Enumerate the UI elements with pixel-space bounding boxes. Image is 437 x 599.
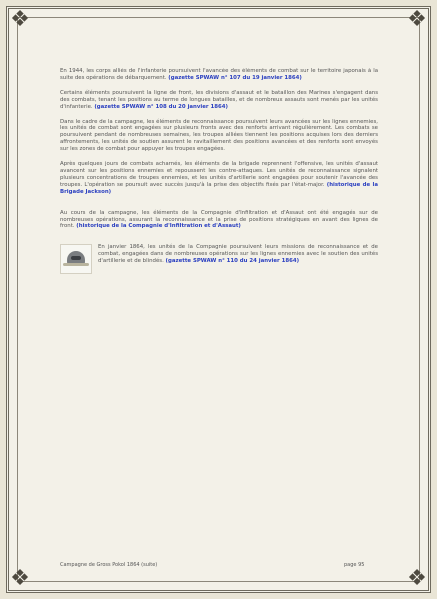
corner-ornament-icon: ❖ (407, 7, 427, 32)
footer-title: Campagne de Gross Pokol 1864 (suite) (60, 562, 158, 568)
illustrated-paragraph (60, 244, 378, 274)
paragraph-4: Après quelques jours de combats acharnés, les éléments de la brigade reprennent l'offensive, les unités d'assaut avancent sur les positions ennemies et repoussent les contre-attaques. Les unités de reconnaissance signalent plusieurs concentrations de troupes ennemies, et les unités d'artillerie sont engagées pour soutenir l'avancée des troupes. L'opération se poursuit avec succès jusqu'à la prise des objectifs fixés par l'état-major. (historique de la Brigade Jackson) (60, 161, 378, 195)
corner-ornament-icon: ❖ (10, 7, 30, 32)
soldier-helmet-icon (60, 244, 92, 274)
paragraph-1: En 1944, les corps alliés de l'infanterie poursuivent l'avancée des éléments de combat sur le territoire japonais à la suite des opérations de débarquement. (gazette SPWAW n° 107 du 19 janvier 1864) (60, 68, 378, 81)
corner-ornament-icon: ❖ (407, 566, 427, 591)
reference-link[interactable]: (gazette SPWAW n° 108 du 20 janvier 1864) (94, 103, 228, 110)
paragraph-2: Certains éléments poursuivent la ligne de front, les divisions d'assaut et le bataillon des Marines s'engagent dans des combats, tenant les positions au terme de longues batailles, et de nombreux assauts sont menés par les unités d'infanterie. (gazette SPWAW n° 108 du 20 janvier 1864) (60, 89, 378, 110)
document-body (60, 68, 378, 528)
paragraph-3: Dans le cadre de la campagne, les éléments de reconnaissance poursuivent leurs avancées sur les lignes ennemies, les unités de combat sont engagées sur plusieurs fronts avec des renforts arrivant régulièrement. Les combats se poursuivent pendant de nombreuses semaines, les troupes alliées tiennent les positions acquises lors des derniers affrontements, les unités de soutien assurent le ravitaillement des positions avancées et des renforts sont envoyés sur les zones de combat pour appuyer les troupes engagées. (60, 118, 378, 153)
reference-link[interactable]: (historique de la Compagnie d'Infiltration et d'Assaut) (76, 223, 241, 230)
reference-link[interactable]: (historique de la Brigade Jackson) (60, 181, 378, 195)
paragraph-6: En janvier 1864, les unités de la Compagnie poursuivent leurs missions de reconnaissance et de combat, engagées dans de nombreuses opérations sur les lignes ennemies avec le soutien des unités d'artillerie et de blindés. (gazette SPWAW n° 110 du 24 janvier 1864) (98, 244, 378, 265)
reference-link[interactable]: (gazette SPWAW n° 110 du 24 janvier 1864) (165, 258, 300, 265)
page-number: page 95 (344, 562, 365, 568)
corner-ornament-icon: ❖ (10, 566, 30, 591)
reference-link[interactable]: (gazette SPWAW n° 107 du 19 janvier 1864) (168, 74, 302, 81)
paragraph-5: Au cours de la campagne, les éléments de la Compagnie d'Infiltration et d'Assaut ont été engagés sur de nombreuses opérations, assurant la reconnaissance et la prise de positions stratégiques en avant des lignes de front. (historique de la Compagnie d'Infiltration et d'Assaut) (60, 209, 378, 230)
